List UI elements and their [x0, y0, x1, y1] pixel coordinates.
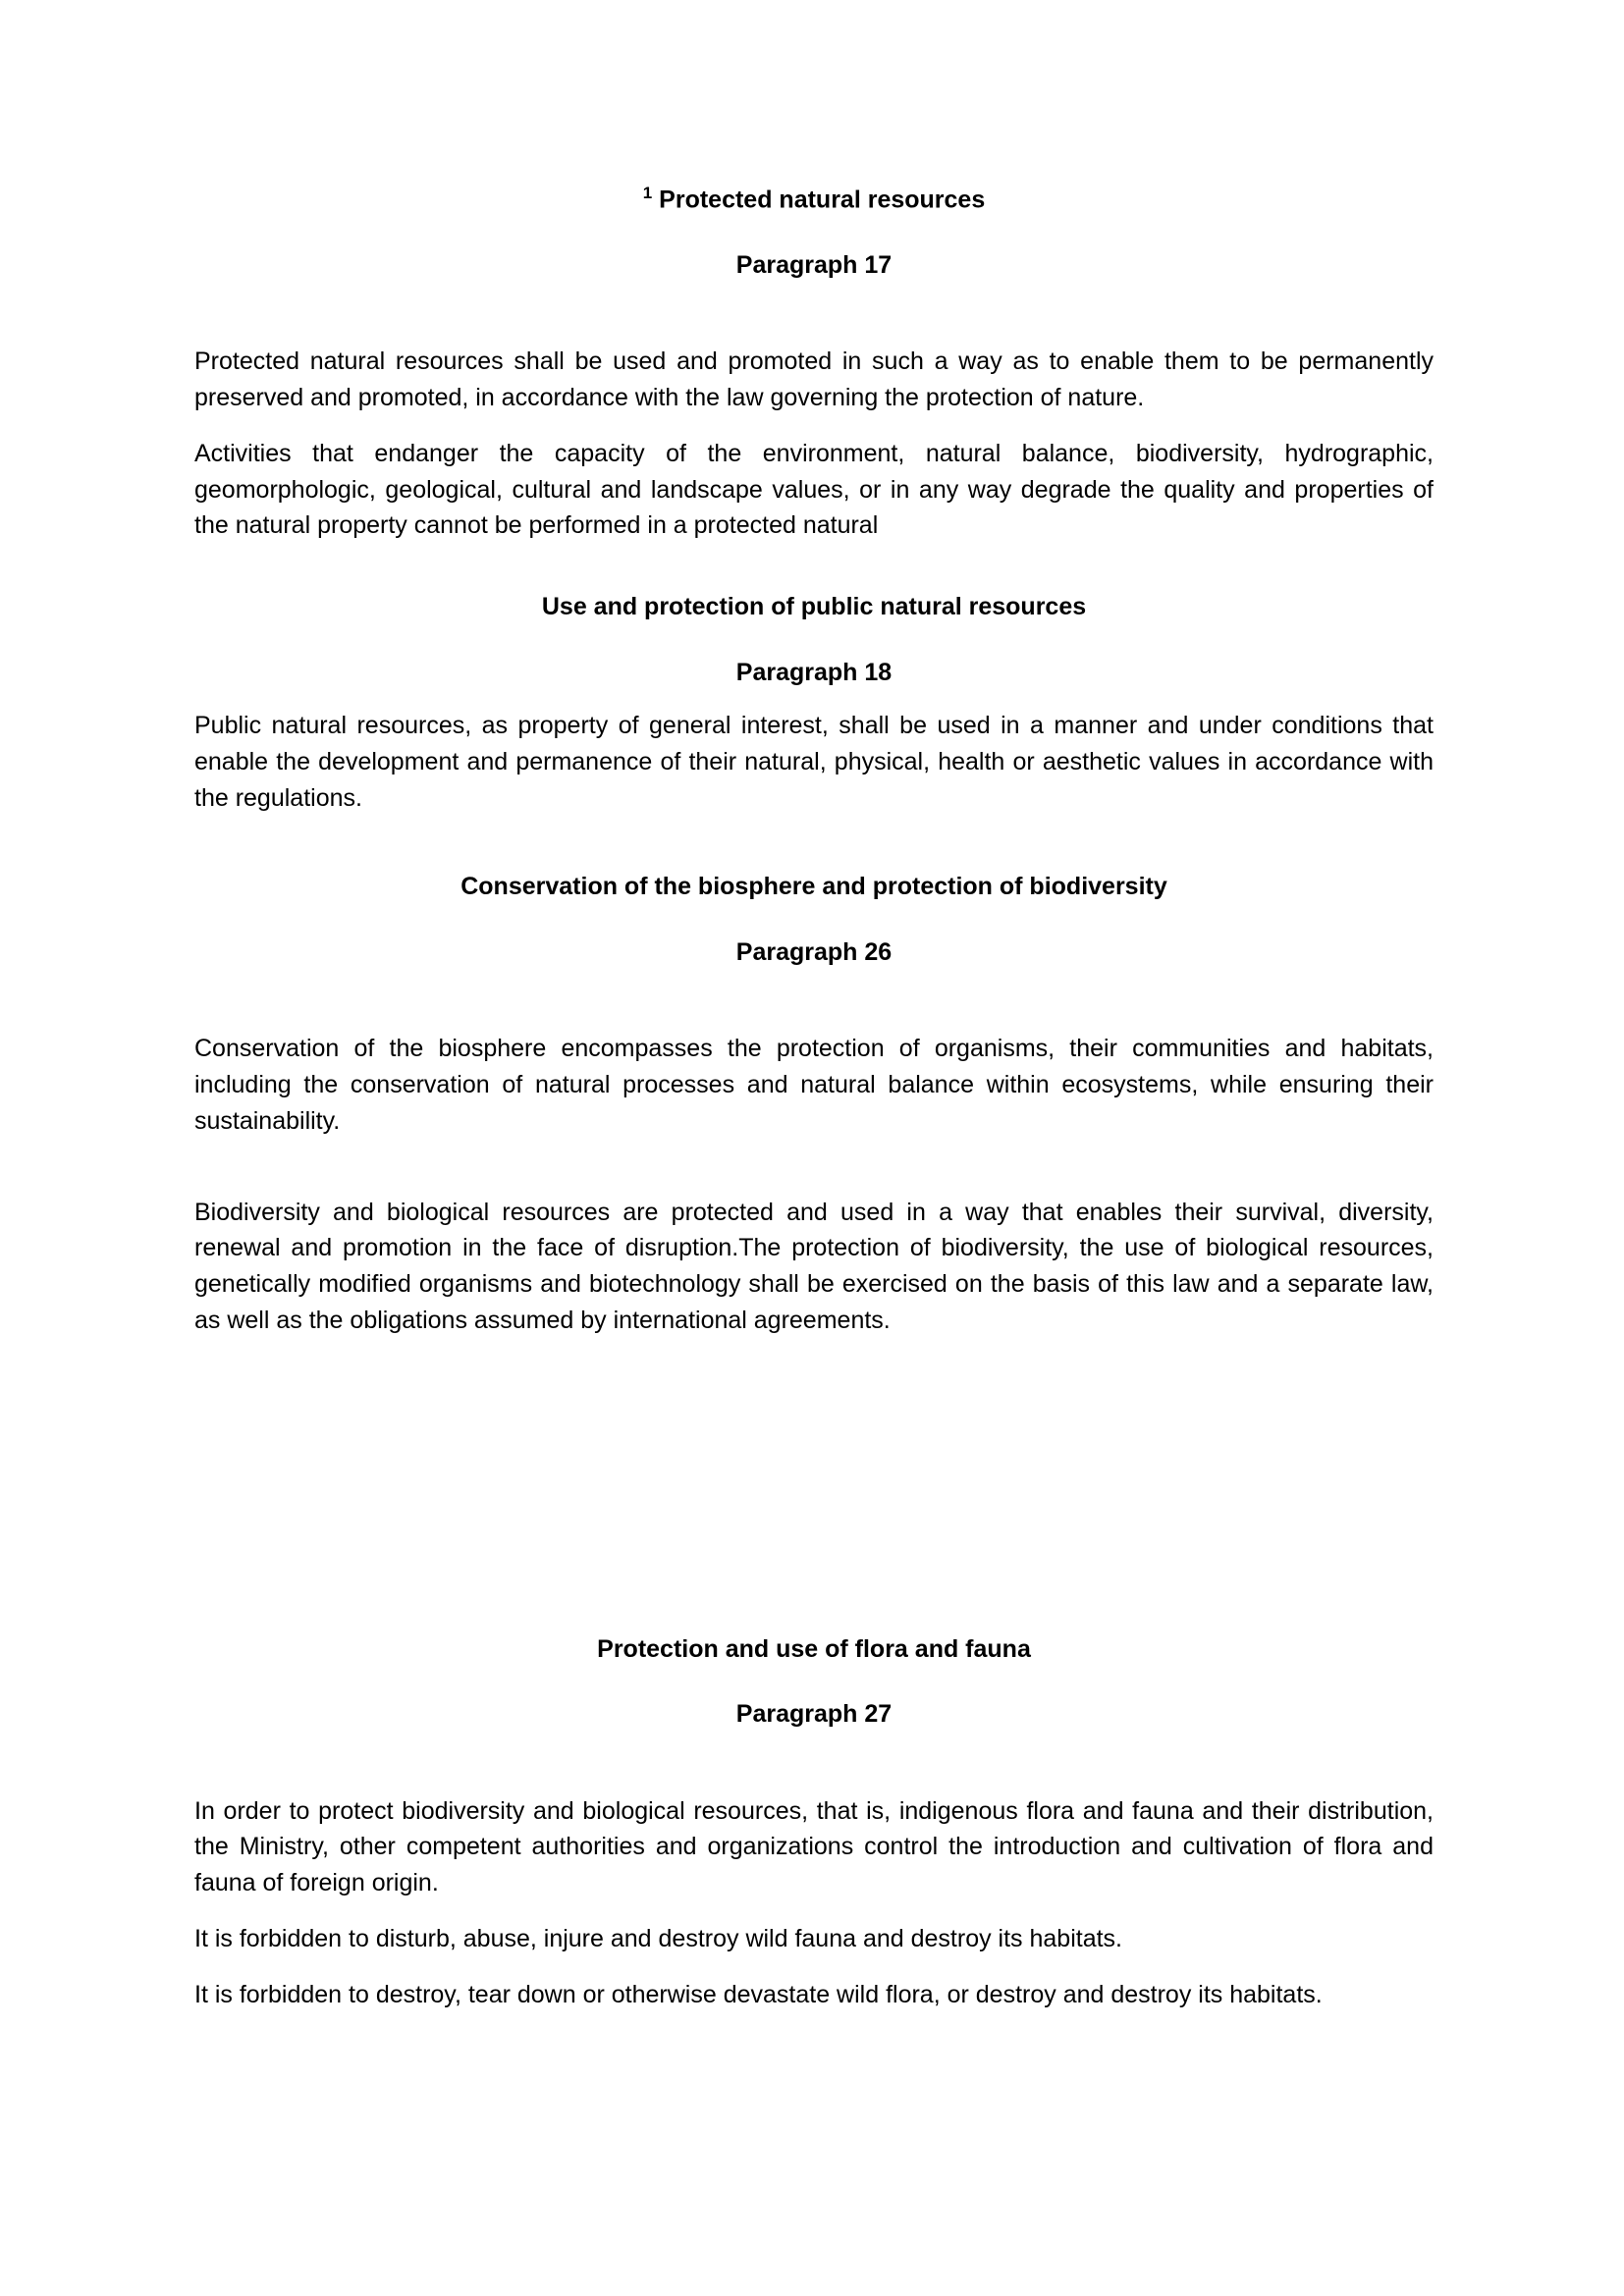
section-heading: [194, 871, 1434, 903]
section-protection-and-use-of-flora-and-fauna: [194, 1633, 1434, 2013]
paragraph-text: It is forbidden to disturb, abuse, injure and destroy wild fauna and destroy its habitats.: [194, 1924, 1122, 1952]
paragraph-label: Paragraph 17: [735, 250, 893, 279]
section-heading-text: Conservation of the biosphere and protection of biodiversity: [460, 873, 1167, 901]
paragraph-label: Paragraph 18: [735, 658, 893, 686]
section-heading: [194, 183, 1434, 216]
paragraph-text: Activities that endanger the capacity of the environment, natural balance, biodiversity, hydrographic, geomorphologic, geological, cultural and landscape values, or in any way degrade the quality and properties of the natural property cannot be performed in a protected natural: [194, 439, 1434, 540]
section-heading: [194, 1633, 1434, 1666]
paragraph-text: Public natural resources, as property of general interest, shall be used in a manner and under conditions that enable the development and permanence of their natural, physical, health or aesthetic values in accordance with the regulations.: [194, 712, 1434, 812]
section-use-and-protection-of-public-natural-resources: [194, 591, 1434, 816]
paragraph-text: In order to protect biodiversity and biological resources, that is, indigenous flora and fauna and their distribution, the Ministry, other competent authorities and organizations control the introduction and cultivation of flora and fauna of foreign origin.: [194, 1796, 1434, 1897]
section-heading-text: Protection and use of flora and fauna: [597, 1634, 1031, 1663]
paragraph-text: Protected natural resources shall be used and promoted in such a way as to enable them to be permanently preserved and promoted, in accordance with the law governing the protection of nature.: [194, 347, 1434, 412]
section-heading-text: Use and protection of public natural resources: [541, 593, 1087, 621]
document-body: [194, 183, 1434, 2012]
section-conservation-of-the-biosphere: [194, 871, 1434, 1338]
paragraph-label: Paragraph 27: [735, 1700, 893, 1729]
paragraph-label: Paragraph 26: [735, 937, 893, 966]
paragraph-text: Conservation of the biosphere encompasses the protection of organisms, their communities and habitats, including the conservation of natural processes and natural balance within ecosystems, while ensuring their sustainability.: [194, 1035, 1434, 1135]
paragraph-text: Biodiversity and biological resources are protected and used in a way that enables their survival, diversity, renewal and promotion in the face of disruption.The protection of biodiversity, the use of biological resources, genetically modified organisms and biotechnology shall be exercised on the basis of this law and a separate law, as well as the obligations assumed by international agreements.: [194, 1198, 1434, 1334]
section-protected-natural-resources: [194, 183, 1434, 544]
paragraph-text: It is forbidden to destroy, tear down or otherwise devastate wild flora, or destroy and destroy its habitats.: [194, 1980, 1323, 2008]
footnote-marker: 1: [642, 184, 653, 202]
section-heading-text: Protected natural resources: [659, 186, 986, 214]
section-heading: [194, 591, 1434, 623]
